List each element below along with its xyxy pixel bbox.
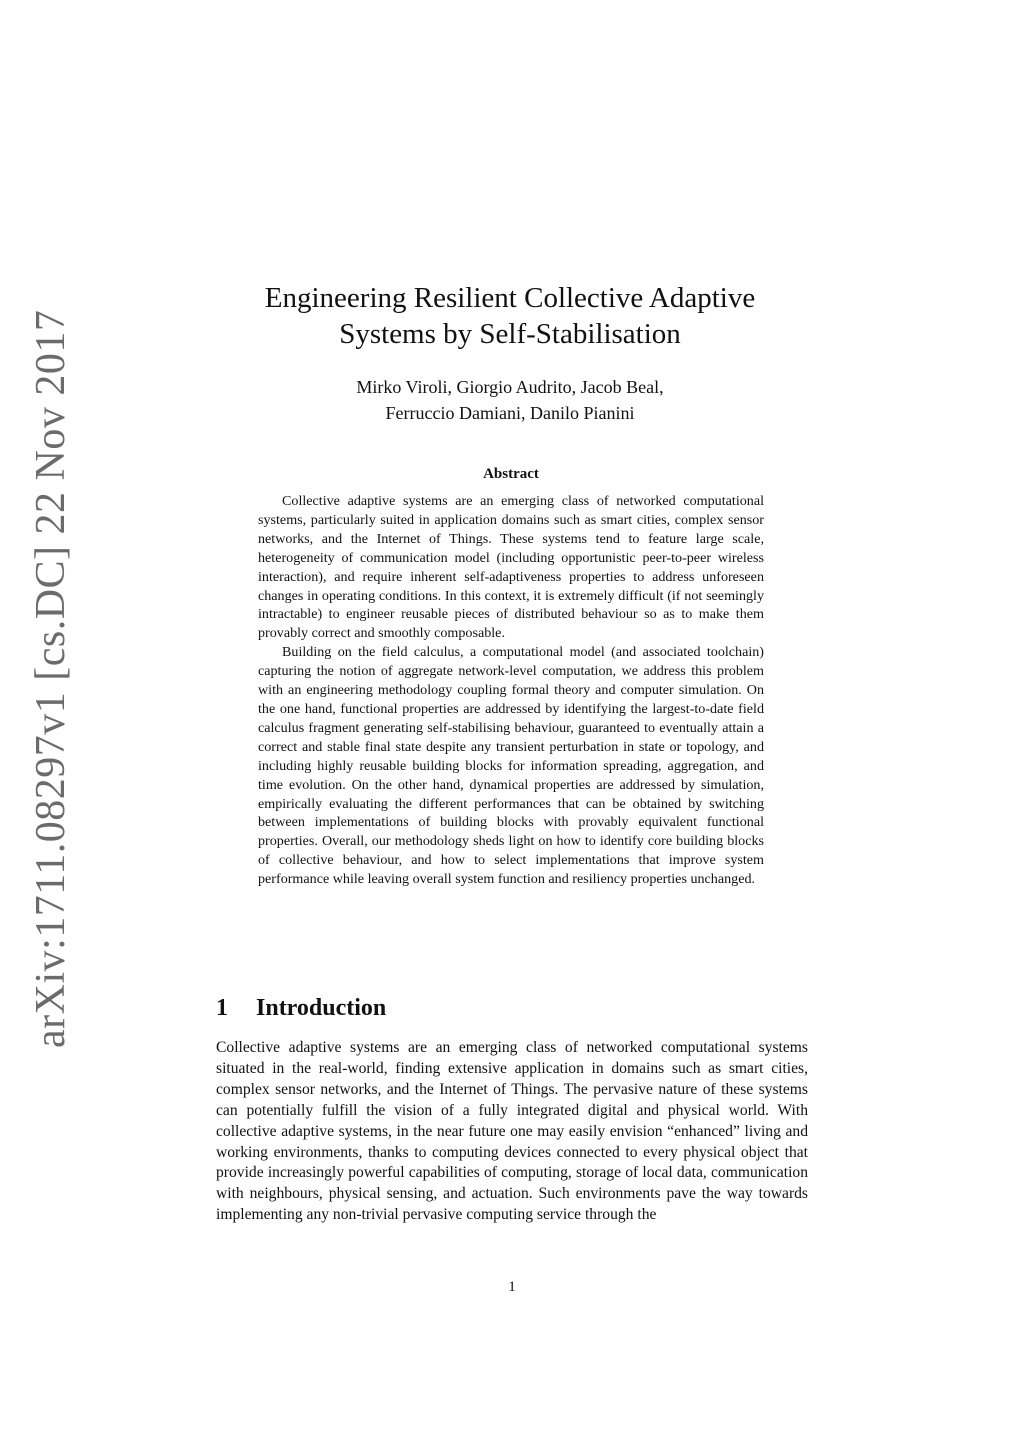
abstract-paragraph-2: Building on the field calculus, a computational model (and associated toolchain) capturing the notion of aggregate network-level computation, we address this problem with an engineering methodology coupling formal theory and computer simulation. On the one hand, functional properties are addressed by identifying the largest-to-date field calculus fragment generating self-stabilising behaviour, guaranteed to eventually attain a correct and stable final state despite any transient perturbation in state or topology, and including highly reusable building blocks for information spreading, aggregation, and time evolution. On the other hand, dynamical properties are addressed by simulation, empirically evaluating the different performances that can be obtained by switching between implementations of building blocks with provably equivalent functional properties. Overall, our methodology sheds light on how to identify core building blocks of collective behaviour, and how to select implementations that improve system performance while leaving overall system function and resiliency properties unchanged. (258, 644, 764, 888)
introduction-paragraph: Collective adaptive systems are an emerging class of networked computational systems situated in the real-world, finding extensive application in domains such as smart cities, complex sensor networks, and the Internet of Things. The pervasive nature of these systems can potentially fulfill the vision of a fully integrated digital and physical world. With collective adaptive systems, in the near future one may easily envision “enhanced” living and working environments, thanks to computing devices connected to every physical object that provide increasingly powerful capabilities of computing, storage of local data, communication with neighbours, physical sensing, and actuation. Such environments pave the way towards implementing any non-trivial pervasive computing service through the (216, 1039, 808, 1224)
author-line-2: Ferruccio Damiani, Danilo Pianini (385, 403, 635, 423)
abstract-heading: Abstract (483, 466, 539, 482)
arxiv-identifier: arXiv:1711.08297v1 [cs.DC] 22 Nov 2017 (28, 309, 74, 1048)
section-title: Introduction (256, 995, 387, 1021)
page-number: 1 (508, 1279, 516, 1295)
paper-title-line-2: Systems by Self-Stabilisation (339, 318, 681, 350)
paper-title-line-1: Engineering Resilient Collective Adaptive (264, 282, 756, 314)
author-line-1: Mirko Viroli, Giorgio Audrito, Jacob Beal, (356, 377, 664, 397)
author-list (210, 374, 810, 426)
abstract-paragraph-1: Collective adaptive systems are an emerging class of networked computational systems, particularly suited in application domains such as smart cities, complex sensor networks, and the Internet of Things. These systems tend to feature large scale, heterogeneity of communication model (including opportunistic peer-to-peer wireless interaction), and require inherent self-adaptiveness properties to address unforeseen changes in operating conditions. In this context, it is extremely difficult (if not seemingly intractable) to engineer reusable pieces of distributed behaviour so as to make them provably correct and smoothly composable. (258, 493, 764, 642)
section-number: 1 (216, 995, 228, 1021)
section-heading-introduction (216, 993, 808, 1023)
paper-title (210, 280, 810, 352)
abstract-body (258, 492, 764, 889)
